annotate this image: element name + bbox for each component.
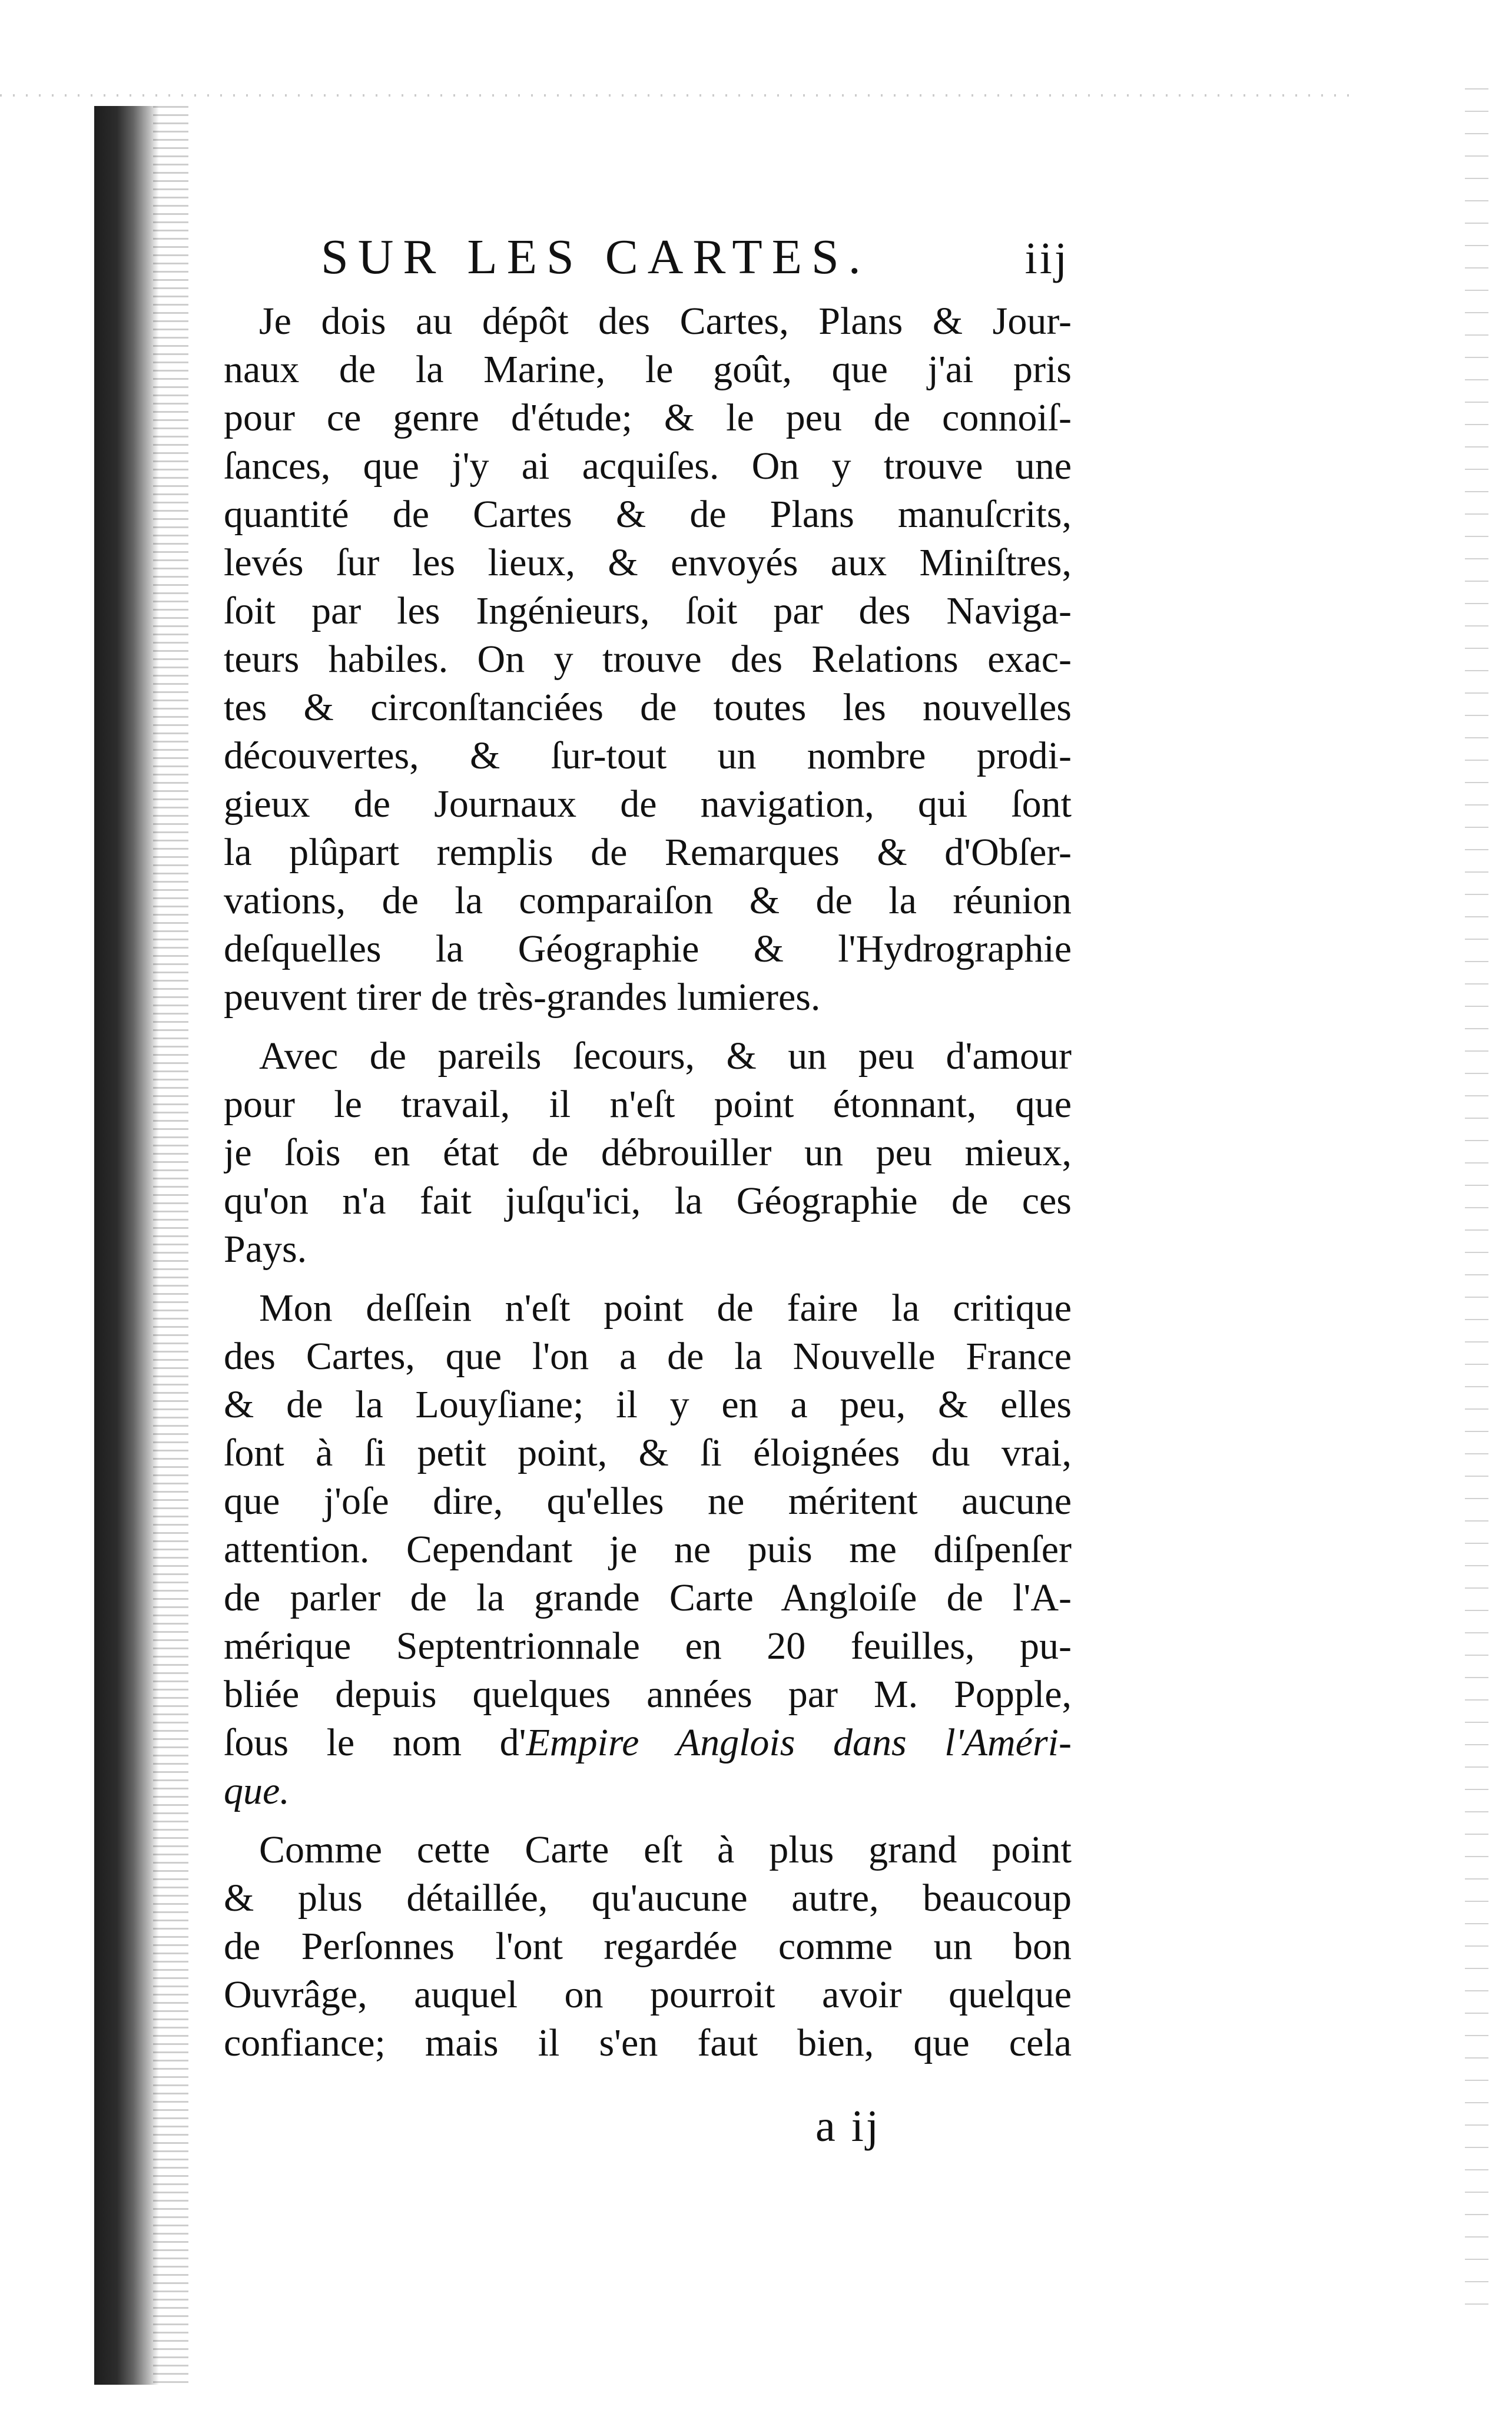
text-line: & de la Louyſiane; il y en a peu, & elles: [224, 1383, 1072, 1426]
italic-title: Empire Anglois dans l'Améri-: [526, 1721, 1072, 1764]
text-line: Comme cette Carte eſt à plus grand point: [259, 1828, 1072, 1871]
paragraph-4: [224, 1826, 1072, 2067]
text-line: Avec de pareils ſecours, & un peu d'amour: [259, 1035, 1072, 1078]
paragraph-gap: [224, 1815, 1072, 1826]
text-line: Mon deſſein n'eſt point de faire la critique: [259, 1287, 1072, 1330]
text-line: pour ce genre d'étude; & le peu de connoiſ-: [224, 396, 1072, 439]
page-text: [224, 230, 1072, 2067]
text-line: la plûpart remplis de Remarques & d'Obſer-: [224, 831, 1072, 874]
text-line: mérique Septentrionnale en 20 feuilles, pu-: [224, 1625, 1072, 1668]
text-line: Pays.: [224, 1228, 307, 1271]
text-line: Je dois au dépôt des Cartes, Plans & Jour-: [259, 300, 1072, 343]
paragraph-2: [224, 1032, 1072, 1274]
text-line: qu'on n'a fait juſqu'ici, la Géographie de ces: [224, 1179, 1072, 1222]
text-line: teurs habiles. On y trouve des Relations exac-: [224, 638, 1072, 681]
signature-mark: a ij: [815, 2102, 881, 2151]
text-line: attention. Cependant je ne puis me diſpenſer: [224, 1528, 1072, 1571]
text-line: ſoit par les Ingénieurs, ſoit par des Naviga-: [224, 589, 1072, 632]
text-line: tes & circonſtanciées de toutes les nouvelles: [224, 686, 1072, 729]
binding-shadow: [94, 106, 159, 2385]
page-number: iij: [1024, 234, 1069, 283]
text-line: levés ſur les lieux, & envoyés aux Miniſtres,: [224, 541, 1072, 584]
text-line: [224, 1767, 1072, 1815]
text-line: Ouvrâge, auquel on pourroit avoir quelque: [224, 1973, 1072, 2016]
running-title: SUR LES CARTES.: [321, 230, 870, 284]
text-line-mixed: [224, 1719, 1072, 1767]
text-line: ſances, que j'y ai acquiſes. On y trouve une: [224, 445, 1072, 488]
text-line: bliée depuis quelques années par M. Popple,: [224, 1673, 1072, 1716]
text-line: vations, de la comparaiſon & de la réunion: [224, 879, 1072, 922]
text-line: pour le travail, il n'eſt point étonnant, que: [224, 1083, 1072, 1126]
page-top-edge: [0, 94, 1354, 97]
paragraph-1: [224, 297, 1072, 1022]
text-line: que j'oſe dire, qu'elles ne méritent aucune: [224, 1480, 1072, 1523]
text-run: ſous le nom d': [224, 1721, 526, 1764]
text-line: je ſois en état de débrouiller un peu mieux,: [224, 1131, 1072, 1174]
page-right-edge: [1465, 88, 1488, 2326]
paragraph-3: [224, 1284, 1072, 1815]
binding-speckle: [153, 106, 188, 2385]
running-header: [321, 230, 1072, 291]
text-line: des Cartes, que l'on a de la Nouvelle France: [224, 1335, 1072, 1378]
paragraph-gap: [224, 1274, 1072, 1284]
text-line: confiance; mais il s'en faut bien, que cela: [224, 2021, 1072, 2064]
text-line: deſquelles la Géographie & l'Hydrographie: [224, 927, 1072, 970]
text-line: & plus détaillée, qu'aucune autre, beaucoup: [224, 1877, 1072, 1920]
text-line: gieux de Journaux de navigation, qui ſont: [224, 783, 1072, 826]
text-line: découvertes, & ſur-tout un nombre prodi-: [224, 734, 1072, 777]
italic-run-end: que.: [224, 1769, 290, 1812]
text-line: naux de la Marine, le goût, que j'ai pris: [224, 348, 1072, 391]
text-line: de Perſonnes l'ont regardée comme un bon: [224, 1925, 1072, 1968]
text-line: peuvent tirer de très-grandes lumieres.: [224, 976, 821, 1019]
paragraph-gap: [224, 1022, 1072, 1032]
text-line: de parler de la grande Carte Angloiſe de l'A-: [224, 1576, 1072, 1619]
text-line: ſont à ſi petit point, & ſi éloignées du vrai,: [224, 1431, 1072, 1474]
text-line: quantité de Cartes & de Plans manuſcrits,: [224, 493, 1072, 536]
